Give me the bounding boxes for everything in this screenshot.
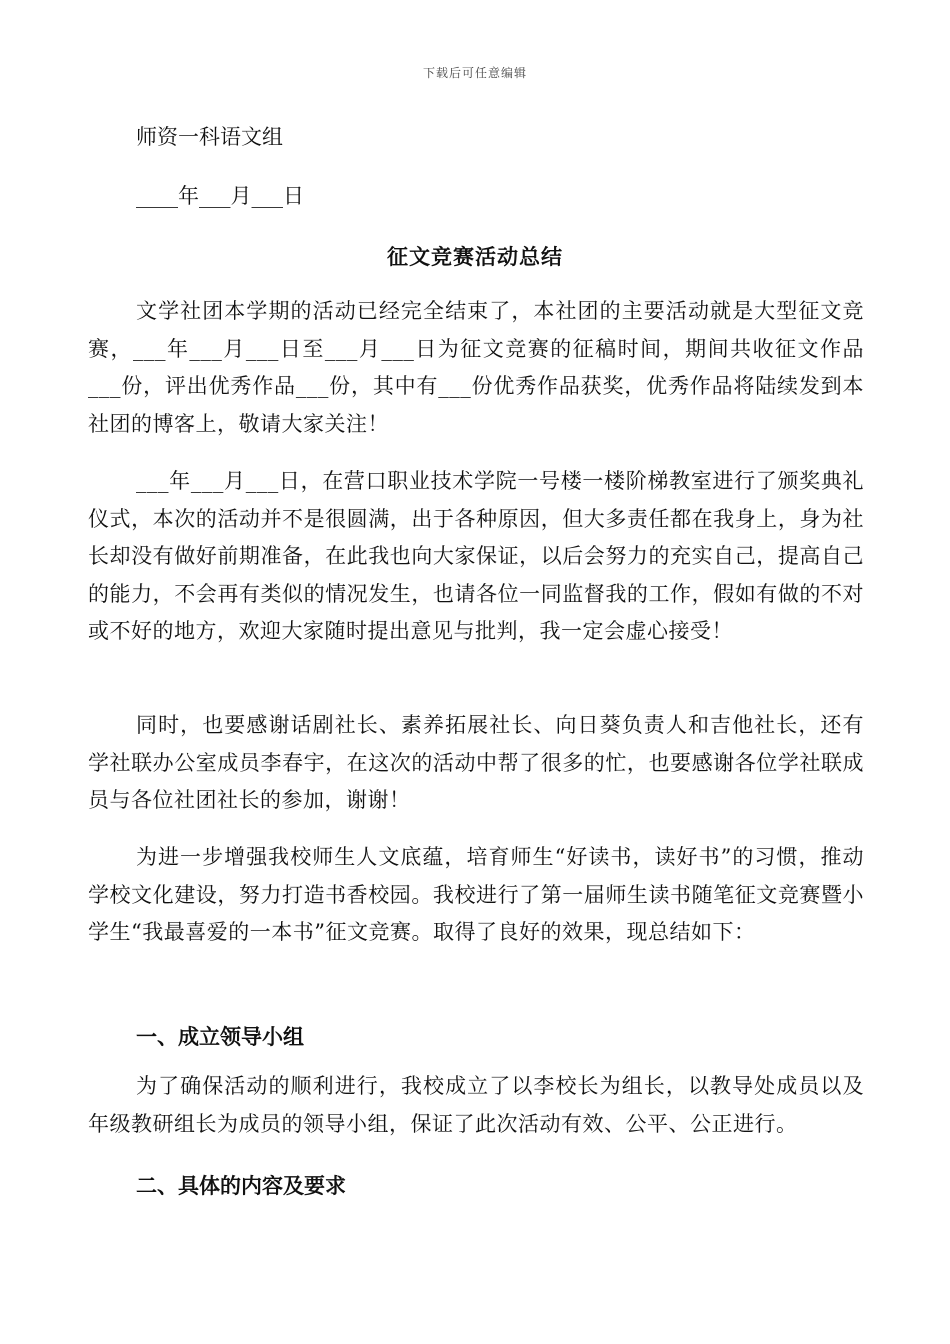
signature-org: 师资一科语文组 — [136, 125, 283, 149]
paragraph-1: 文学社团本学期的活动已经完全结束了，本社团的主要活动就是大型征文竞赛，___年___月___日至___月___日为征文竞赛的征稿时间，期间共收征文作品___份，评出优秀作品___份，其中有___份优秀作品获奖，优秀作品将陆续发到本社团的博客上，敬请大家关注！ — [88, 299, 864, 436]
document-title: 征文竞赛活动总结 — [387, 244, 563, 269]
section-2-heading: 二、具体的内容及要求 — [136, 1173, 346, 1198]
paragraph-2: ___年___月___日，在营口职业技术学院一号楼一楼阶梯教室进行了颁奖典礼仪式，本次的活动并不是很圆满，出于各种原因，但大多责任都在我身上，身为社长却没有做好前期准备，在此我也向大家保证，以后会努力的充实自己，提高自己的能力，不会再有类似的情况发生，也请各位一同监督我的工作，假如有做的不对或不好的地方，欢迎大家随时提出意见与批判，我一定会虚心接受！ — [88, 469, 864, 643]
paragraph-4: 为进一步增强我校师生人文底蕴，培育师生“好读书，读好书”的习惯，推动学校文化建设，努力打造书香校园。我校进行了第一届师生读书随笔征文竞赛暨小学生“我最喜爱的一本书”征文竞赛。取得了良好的效果，现总结如下： — [88, 845, 864, 944]
page-header-note: 下载后可任意编辑 — [422, 66, 527, 80]
signature-date: ____年___月___日 — [136, 184, 304, 208]
section-1-body: 为了确保活动的顺利进行，我校成立了以李校长为组长，以教导处成员以及年级教研组长为成员的领导小组，保证了此次活动有效、公平、公正进行。 — [88, 1074, 864, 1136]
paragraph-3: 同时，也要感谢话剧社长、素养拓展社长、向日葵负责人和吉他社长，还有学社联办公室成员李春宇，在这次的活动中帮了很多的忙，也要感谢各位学社联成员与各位社团社长的参加，谢谢！ — [88, 713, 864, 812]
section-1-heading: 一、成立领导小组 — [136, 1024, 304, 1049]
